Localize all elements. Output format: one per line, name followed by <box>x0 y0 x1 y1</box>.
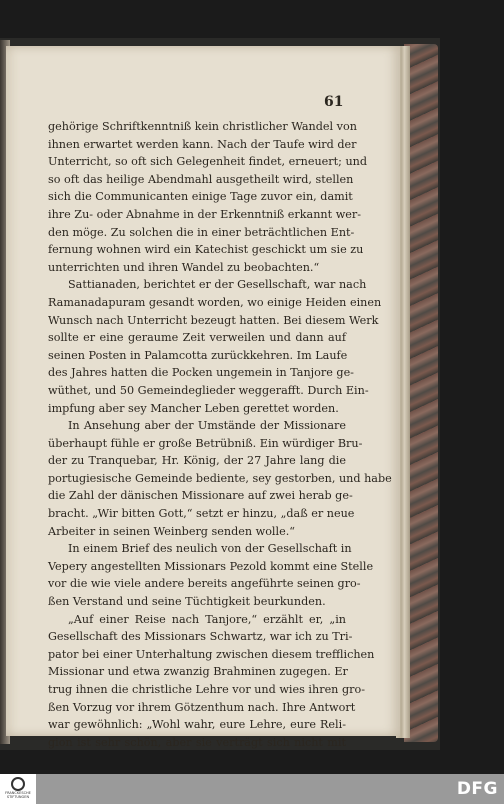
text-line: vor die wie viele andere bereits angeführte seinen gro- <box>48 577 361 591</box>
text-line: war gewöhnlich: „Wohl wahr, eure Lehre, eure Reli- <box>48 718 346 732</box>
text-line: Ramanadapuram gesandt worden, wo einige Heiden einen <box>48 295 382 309</box>
text-line: Gesellschaft des Missionars Schwartz, war ich zu Tri- <box>48 630 353 644</box>
footer-bar <box>0 774 504 804</box>
text-line: ßen Vorzug vor ihrem Götzenthum nach. Ihre Antwort <box>48 700 356 714</box>
text-line: trug ihnen die christliche Lehre vor und wies ihren gro- <box>48 683 365 696</box>
text-line: Missionar und etwa zwanzig Brahminen zugegen. Er <box>48 665 348 679</box>
text-line: überhaupt fühle er große Betrübniß. Ein würdiger Bru- <box>48 436 363 450</box>
text-line: ihre Zu- oder Abnahme in der Erkenntniß erkannt wer- <box>48 207 362 221</box>
text-line: gion ist sehr schön, aber sie verträgt sich nicht mit <box>48 735 346 749</box>
text-line: unterrichten und ihren Wandel zu beobachten.“ <box>48 260 320 274</box>
text-line: fernung wohnen wird ein Katechist geschickt um sie zu <box>48 243 364 257</box>
text-line: sich die Communicanten einige Tage zuvor ein, damit <box>48 190 353 204</box>
text-line: Wunsch nach Unterricht bezeugt hatten. Bei diesem Werk <box>48 313 379 327</box>
text-line: den möge. Zu solchen die in einer beträchtlichen Ent- <box>48 225 355 239</box>
text-line: Unterricht, so oft sich Gelegenheit findet, erneuert; und <box>48 155 368 169</box>
text-line: bracht. „Wir bitten Gott,“ setzt er hinzu, „daß er neue <box>48 507 355 521</box>
text-line: In Ansehung aber der Umstände der Missionare <box>68 419 346 433</box>
text-line: impfung aber sey Mancher Leben gerettet worden. <box>48 401 339 415</box>
dfg-logo: DFG <box>456 779 498 799</box>
text-line: so oft das heilige Abendmahl ausgetheilt wird, stellen <box>48 172 354 186</box>
text-line: Vepery angestellten Missionars Pezold kommt eine Stelle <box>48 559 374 573</box>
text-line: portugiesische Gemeinde bediente, sey gestorben, und habe <box>48 471 392 485</box>
text-line: Arbeiter in seinen Weinberg senden wolle.“ <box>48 524 295 538</box>
text-line: des Jahres hatten die Pocken ungemein in Tanjore ge- <box>48 366 354 380</box>
text-line: die Zahl der dänischen Missionare auf zwei herab ge- <box>48 489 353 503</box>
text-line: seinen Posten in Palamcotta zurückkehren. Im Laufe <box>48 348 348 362</box>
text-line: Sattianaden, berichtet er der Gesellschaft, war nach <box>68 278 367 292</box>
text-line: „Auf einer Reise nach Tanjore,“ erzählt er, „in <box>68 612 346 626</box>
text-line: sollte er eine geraume Zeit verweilen und dann auf <box>48 331 346 345</box>
seal-icon <box>11 777 25 791</box>
text-line: ihnen erwartet werden kann. Nach der Taufe wird der <box>48 137 357 151</box>
page-text-block <box>48 118 392 751</box>
text-line: der zu Tranquebar, Hr. König, der 27 Jahre lang die <box>48 454 346 468</box>
text-line: pator bei einer Unterhaltung zwischen diesem trefflichen <box>48 647 375 661</box>
text-line: ßen Verstand und seine Tüchtigkeit beurkunden. <box>48 595 326 609</box>
text-line: In einem Brief des neulich von der Gesellschaft in <box>68 542 352 556</box>
text-line: wüthet, und 50 Gemeindeglieder weggerafft. Durch Ein- <box>48 383 369 397</box>
page-number: 61 <box>324 94 344 110</box>
text-line: gehörige Schriftkenntniß kein christlicher Wandel von <box>48 120 357 133</box>
franckesche-stiftungen-logo <box>0 774 36 804</box>
logo-caption: FRANCKESCHE STIFTUNGEN <box>5 791 31 799</box>
